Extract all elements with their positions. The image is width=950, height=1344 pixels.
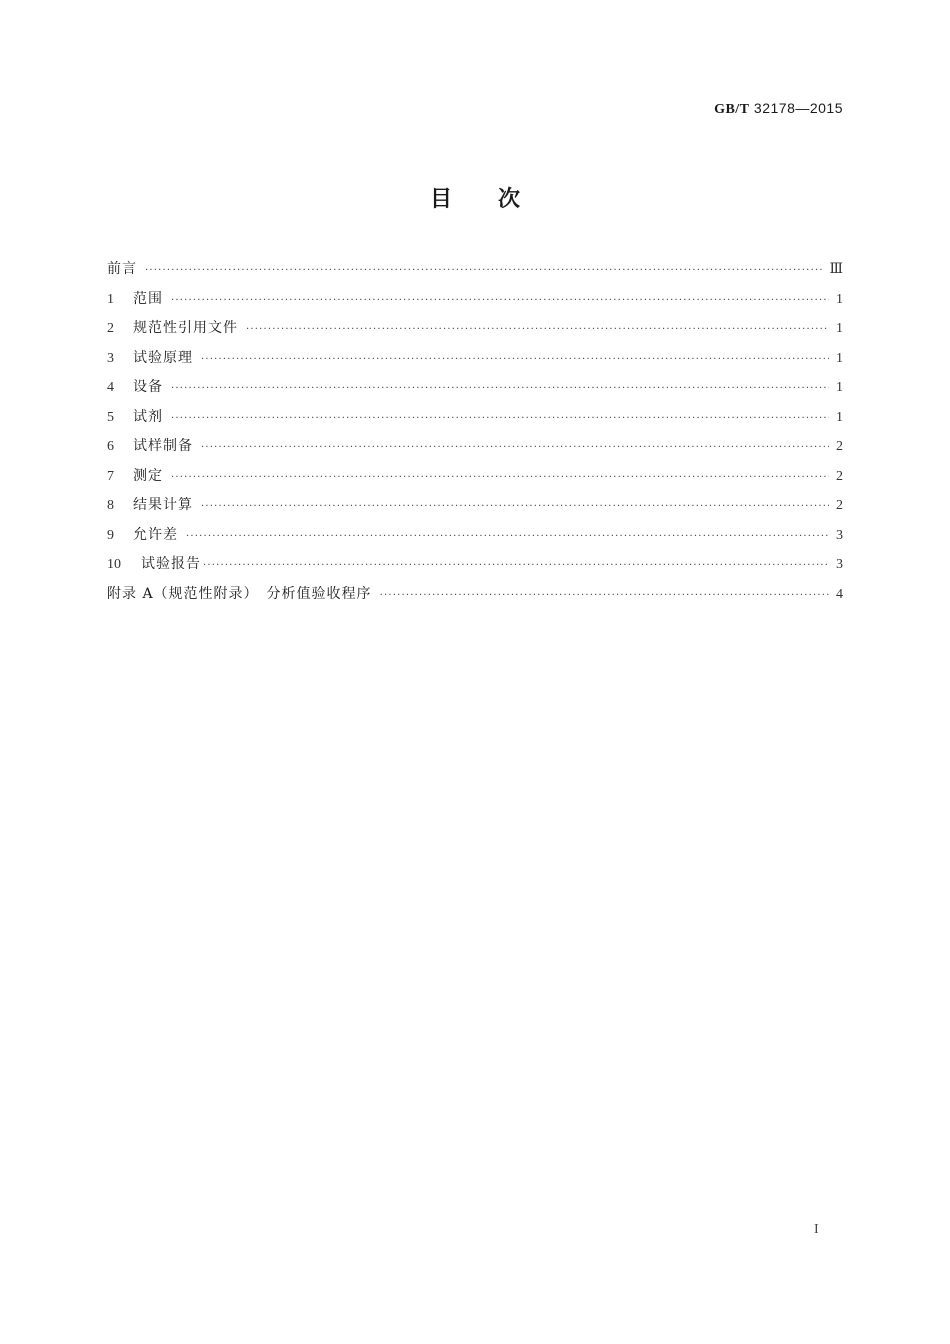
toc-leader-dots (246, 324, 829, 335)
toc-entry-page: 1 (836, 380, 843, 395)
toc-entry-number: 7 (107, 468, 114, 484)
toc-leader-dots (203, 560, 829, 571)
toc-leader-dots (171, 295, 829, 306)
toc-entry-number: 3 (107, 350, 114, 366)
toc-entry-8[interactable] (107, 494, 843, 524)
toc-entry-4[interactable] (107, 376, 843, 406)
page-number: I (814, 1222, 819, 1237)
toc-entry-page: 1 (836, 291, 843, 307)
toc-entry-annex-a[interactable] (107, 583, 843, 613)
toc-entry-7[interactable] (107, 465, 843, 495)
toc-entry-label: 附录 A（规范性附录） 分析值验收程序 (107, 585, 372, 602)
title-part-1: 目 (429, 187, 452, 212)
toc-entry-page: 1 (836, 409, 843, 425)
toc-entry-page: 2 (836, 468, 843, 484)
toc-entry-5[interactable] (107, 406, 843, 436)
toc-entry-page: 1 (836, 321, 843, 336)
standard-code (714, 100, 843, 118)
toc-entry-label: 规范性引用文件 (133, 320, 238, 336)
toc-entry-label: 测定 (133, 467, 163, 484)
toc-entry-label: 设备 (133, 379, 163, 395)
toc-entry-page: 1 (836, 350, 843, 366)
toc-entry-1[interactable] (107, 288, 843, 318)
toc-leader-dots (201, 354, 829, 365)
toc-leader-dots (171, 413, 829, 424)
toc-entry-3[interactable] (107, 347, 843, 377)
toc-entry-page: 3 (836, 527, 843, 543)
toc-entry-label: 范围 (133, 290, 163, 307)
toc-entry-label: 结果计算 (133, 497, 193, 513)
toc-entry-2[interactable] (107, 317, 843, 347)
toc-entry-label: 试验原理 (133, 349, 193, 366)
toc-entry-label: 试样制备 (133, 438, 193, 454)
toc-entry-number: 10 (107, 557, 121, 572)
toc-entry-page: Ⅲ (829, 262, 843, 277)
page-title (0, 182, 950, 213)
toc-entry-10[interactable] (107, 553, 843, 583)
table-of-contents (107, 258, 843, 612)
toc-leader-dots (145, 265, 823, 276)
toc-entry-number: 5 (107, 409, 114, 425)
toc-entry-number: 8 (107, 498, 114, 513)
toc-leader-dots (171, 472, 829, 483)
toc-leader-dots (380, 590, 829, 601)
toc-entry-9[interactable] (107, 524, 843, 554)
toc-entry-number: 9 (107, 527, 114, 543)
title-part-2: 次 (498, 187, 521, 212)
toc-entry-page: 2 (836, 439, 843, 454)
toc-entry-foreword[interactable] (107, 258, 843, 288)
toc-entry-number: 1 (107, 291, 114, 307)
standard-prefix: GB/T (714, 102, 750, 117)
toc-entry-label: 前言 (107, 261, 137, 277)
standard-number: 32178—2015 (753, 100, 843, 116)
toc-leader-dots (171, 383, 829, 394)
toc-entry-number: 6 (107, 439, 114, 454)
toc-entry-label: 允许差 (133, 526, 178, 543)
toc-entry-page: 2 (836, 498, 843, 513)
toc-entry-page: 3 (836, 557, 843, 572)
toc-leader-dots (201, 501, 829, 512)
toc-entry-number: 2 (107, 321, 114, 336)
toc-entry-page: 4 (836, 586, 843, 602)
toc-entry-label: 试剂 (133, 408, 163, 425)
toc-entry-label: 试验报告 (141, 556, 201, 572)
toc-leader-dots (201, 442, 829, 453)
toc-entry-number: 4 (107, 380, 114, 395)
toc-leader-dots (186, 531, 829, 542)
toc-entry-6[interactable] (107, 435, 843, 465)
